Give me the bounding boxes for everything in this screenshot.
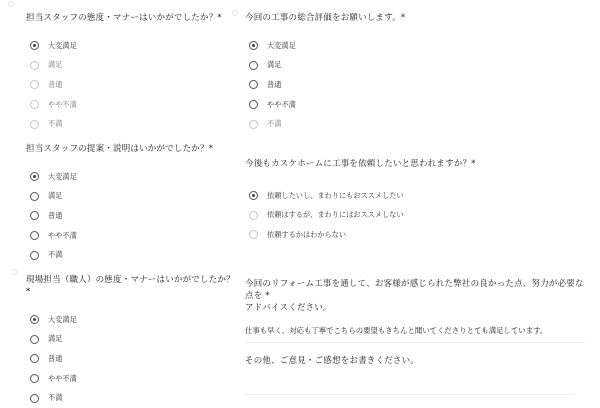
option-very-satisfied[interactable] bbox=[26, 310, 236, 330]
option-dissatisfied[interactable] bbox=[26, 114, 231, 134]
corner-circle-top-left bbox=[8, 1, 14, 7]
radio-button[interactable] bbox=[249, 191, 258, 200]
option-satisfied[interactable] bbox=[26, 56, 231, 76]
option-label: 普通 bbox=[267, 79, 282, 89]
radio-button[interactable] bbox=[249, 100, 258, 109]
option-neutral[interactable] bbox=[26, 206, 231, 226]
question-title: 担当スタッフの提案・説明はいかがでしたか？* bbox=[26, 144, 214, 154]
radio-button[interactable] bbox=[30, 315, 39, 324]
option-satisfied[interactable] bbox=[245, 56, 445, 76]
option-label: 満足 bbox=[48, 60, 63, 70]
question-other-comments bbox=[245, 355, 575, 395]
question-worker-manner bbox=[26, 274, 236, 408]
radio-button[interactable] bbox=[30, 231, 39, 240]
option-label: 普通 bbox=[48, 353, 63, 363]
option-label: 依頼はするが、まわりにはおススメしない bbox=[267, 210, 404, 220]
option-dissatisfied[interactable] bbox=[26, 388, 236, 408]
option-label: 依頼するかはわからない bbox=[267, 229, 347, 239]
radio-button[interactable] bbox=[249, 211, 258, 220]
option-label: 満足 bbox=[267, 60, 282, 70]
radio-button[interactable] bbox=[249, 120, 258, 129]
radio-button[interactable] bbox=[30, 335, 39, 344]
option-label: 大変満足 bbox=[48, 171, 77, 181]
option-label: 依頼したいし、まわりにもおススメしたい bbox=[267, 190, 404, 200]
option-somewhat-dissatisfied[interactable] bbox=[26, 369, 236, 389]
answer-underline bbox=[245, 394, 575, 395]
option-very-satisfied[interactable] bbox=[245, 36, 445, 56]
option-label: 普通 bbox=[48, 79, 63, 89]
radio-button[interactable] bbox=[30, 374, 39, 383]
radio-button[interactable] bbox=[30, 211, 39, 220]
option-undecided[interactable] bbox=[245, 225, 565, 245]
option-satisfied[interactable] bbox=[26, 187, 231, 207]
option-label: 大変満足 bbox=[267, 40, 296, 50]
option-label: やや不満 bbox=[48, 230, 77, 240]
option-label: やや不満 bbox=[48, 99, 77, 109]
radio-button[interactable] bbox=[30, 251, 39, 260]
radio-button[interactable] bbox=[249, 230, 258, 239]
question-recommend bbox=[245, 158, 565, 245]
option-label: 普通 bbox=[48, 210, 63, 220]
option-label: やや不満 bbox=[48, 373, 77, 383]
option-somewhat-dissatisfied[interactable] bbox=[26, 226, 231, 246]
radio-button[interactable] bbox=[249, 61, 258, 70]
option-neutral[interactable] bbox=[26, 349, 236, 369]
corner-circle-middle bbox=[12, 269, 18, 275]
question-overall-rating bbox=[245, 12, 445, 134]
option-label: 満足 bbox=[48, 191, 63, 201]
radio-button[interactable] bbox=[249, 80, 258, 89]
option-label: 大変満足 bbox=[48, 314, 77, 324]
question-title: 現場担当（職人）の態度・マナーはいかがでしたか？* bbox=[26, 275, 235, 297]
option-label: 不満 bbox=[267, 119, 282, 129]
option-somewhat-dissatisfied[interactable] bbox=[26, 95, 231, 115]
option-somewhat-dissatisfied[interactable] bbox=[245, 95, 445, 115]
radio-button[interactable] bbox=[30, 354, 39, 363]
question-advice bbox=[245, 278, 585, 343]
question-title: その他、ご意見・ご感想をお書きください。 bbox=[245, 356, 420, 366]
advice-answer-field[interactable]: 仕事も早く、対応も丁寧でこちらの要望もきちんと聞いてくださりとても満足しています。 bbox=[245, 326, 548, 335]
comments-answer-field[interactable] bbox=[245, 378, 575, 388]
radio-button[interactable] bbox=[30, 41, 39, 50]
radio-button[interactable] bbox=[30, 120, 39, 129]
question-title: 今回の工事の総合評価をお願いします。* bbox=[245, 13, 406, 23]
option-very-satisfied[interactable] bbox=[26, 167, 231, 187]
option-label: 満足 bbox=[48, 334, 63, 344]
corner-circle-top-middle bbox=[232, 10, 238, 16]
radio-button[interactable] bbox=[30, 192, 39, 201]
option-label: やや不満 bbox=[267, 99, 296, 109]
option-no-recommend[interactable] bbox=[245, 206, 565, 226]
radio-button[interactable] bbox=[30, 394, 39, 403]
option-neutral[interactable] bbox=[245, 75, 445, 95]
option-label: 不満 bbox=[48, 393, 63, 403]
option-neutral[interactable] bbox=[26, 75, 231, 95]
radio-button[interactable] bbox=[30, 61, 39, 70]
option-dissatisfied[interactable] bbox=[26, 245, 231, 265]
option-dissatisfied[interactable] bbox=[245, 114, 445, 134]
question-title-line1: 今回のリフォーム工事を通して、お客様が感じられた弊社の良かった点、努力が必要な点を * bbox=[245, 279, 584, 301]
question-title: 今後もカスケホームに工事を依頼したいと思われますか？* bbox=[245, 159, 476, 169]
radio-button[interactable] bbox=[30, 100, 39, 109]
option-label: 不満 bbox=[48, 119, 63, 129]
question-staff-proposal bbox=[26, 143, 231, 265]
radio-button[interactable] bbox=[249, 41, 258, 50]
option-label: 大変満足 bbox=[48, 40, 77, 50]
question-title-line2: アドバイスください。 bbox=[245, 303, 332, 313]
answer-underline bbox=[245, 342, 585, 343]
radio-button[interactable] bbox=[30, 80, 39, 89]
option-satisfied[interactable] bbox=[26, 330, 236, 350]
question-staff-manner bbox=[26, 12, 231, 134]
option-label: 不満 bbox=[48, 250, 63, 260]
question-title: 担当スタッフの態度・マナーはいかがでしたか？* bbox=[26, 13, 222, 23]
option-very-satisfied[interactable] bbox=[26, 36, 231, 56]
option-recommend[interactable] bbox=[245, 186, 565, 206]
radio-button[interactable] bbox=[30, 172, 39, 181]
